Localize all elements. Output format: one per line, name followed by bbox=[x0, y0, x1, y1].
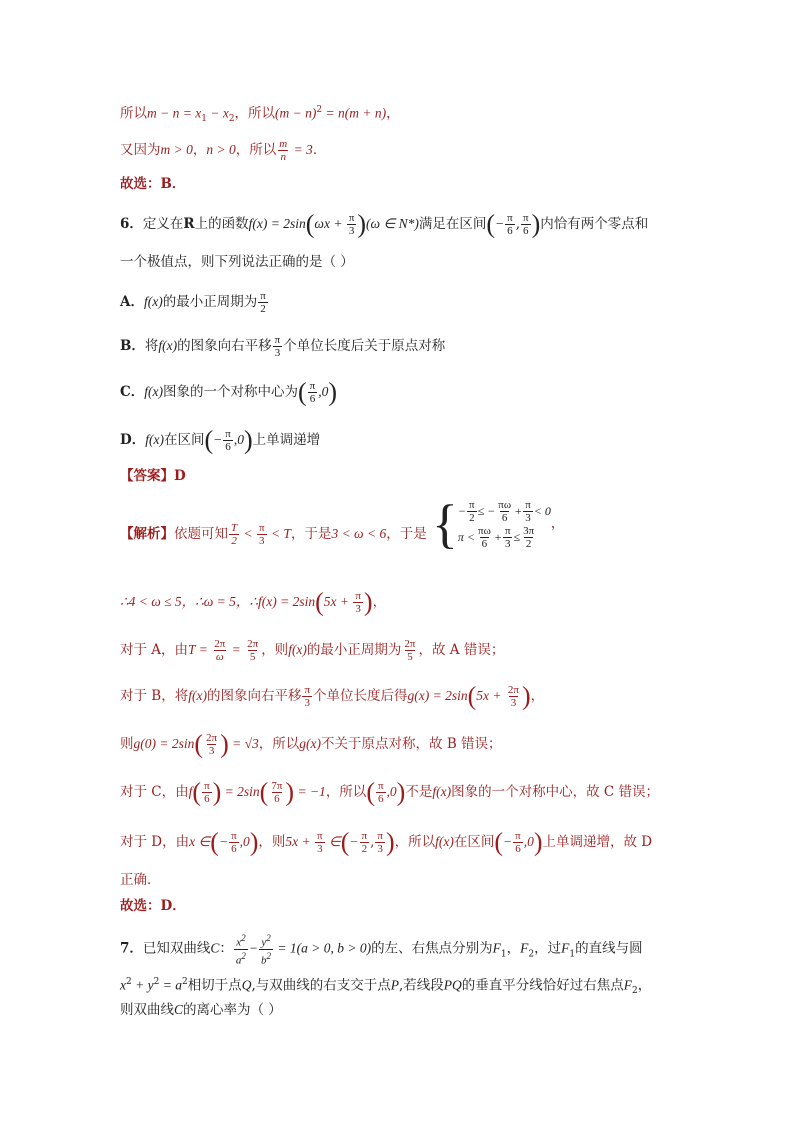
answer-choice-prev: 故选：B． bbox=[120, 176, 186, 192]
solution-b: 对于 B，将f(x)的图象向右平移 $\frac{\pi}{3}$ 个单位长度后得g(x) = 2sin(5x + $\frac{2\pi}{3}$ )， bbox=[120, 681, 545, 711]
solution-line-1: 所以$m - n = x_1 - x_2$，所以$(m - n)^2 = n(m + n)$， bbox=[120, 105, 400, 125]
option-b: B．将f(x)的图象向右平移 $\frac{\pi}{3}$ 个单位长度后关于原点对称 bbox=[120, 334, 446, 359]
solution-system: { − $\frac{\pi}{2}$ ≤ − $\frac{\pi\omega}{6}$ + $\frac{\pi}{3}$ < 0 π < $\frac{\pi\omega}{6}$ + $\frac{\pi}{3}$ ≤ $\frac{3\pi}{2}$ ， bbox=[432, 494, 565, 554]
solution-a: 对于 A，由T = $\frac{2\pi}{\omega}$ = $\frac{2\pi}{5}$ ，则f(x)的最小正周期为 $\frac{2\pi}{5}$ ，故 A 错误； bbox=[120, 638, 505, 663]
question-6-stem: 6．定义在R上的函数f(x) = 2sin(ωx + $\frac{\pi}{3}$ )(ω ∈ N*)满足在区间(− $\frac{\pi}{6}$ , $\frac{\pi}{6}$ )内恰有两个零点和 bbox=[120, 209, 649, 239]
solution-d-2: 正确． bbox=[120, 872, 161, 888]
question-7-stem: 7．已知双曲线C： $\frac{x^2}{a^2}$ − $\frac{y^2}{b^2}$ = 1(a > 0, b > 0)的左、右焦点分别为$F_1$，$F_2$，过$F_1$的直线与圆 bbox=[120, 933, 643, 967]
question-7-stem-2: $x^2 + y^2 = a^2$相切于点Q,与双曲线的右支交于点P,若线段PQ的垂直平分线恰好过右焦点$F_2$， bbox=[120, 977, 652, 997]
solution-b-2: 则g(0) = 2sin( $\frac{2\pi}{3}$ ) = √3，所以g(x)不关于原点对称，故 B 错误； bbox=[120, 729, 502, 759]
solution-intro: 【解析】依题可知 $\frac{T}{2}$ < $\frac{\pi}{3}$ < T，于是3 < ω < 6，于是 bbox=[120, 522, 427, 547]
question-7-stem-3: 则双曲线C的离心率为（ ） bbox=[120, 1002, 282, 1018]
answer-label: 【答案】D bbox=[120, 468, 186, 484]
option-d: D．f(x)在区间(− $\frac{\pi}{6}$ ,0)上单调递增 bbox=[120, 425, 321, 455]
option-a: A．f(x)的最小正周期为 $\frac{\pi}{2}$ bbox=[120, 290, 266, 315]
solution-line-omega: ∴4 < ω ≤ 5，∴ω = 5，∴f(x) = 2sin(5x + $\frac{\pi}{3}$ )， bbox=[120, 587, 387, 617]
solution-c: 对于 C，由f( $\frac{\pi}{6}$ ) = 2sin( $\frac{7\pi}{6}$ ) = −1，所以( $\frac{\pi}{6}$ ,0)不是f(x)图象的一个对称中心，故 C 错误； bbox=[120, 777, 659, 807]
option-c: C．f(x)图象的一个对称中心为( $\frac{\pi}{6}$ ,0) bbox=[120, 377, 338, 407]
solution-line-2: 又因为m > 0，n > 0，所以 $\frac{m}{n}$ = 3． bbox=[120, 138, 327, 163]
solution-d: 对于 D，由x ∈(− $\frac{\pi}{6}$ ,0)，则5x + $\frac{\pi}{3}$ ∈(− $\frac{\pi}{2}$ , $\frac{\pi}{3}$ )，所以f(x)在区间(− $\frac{\pi}{6}$ ,0)上单调递增，故 D bbox=[120, 827, 653, 857]
question-6-stem-2: 一个极值点，则下列说法正确的是（ ） bbox=[120, 254, 354, 270]
answer-choice-6: 故选：D． bbox=[120, 898, 186, 914]
